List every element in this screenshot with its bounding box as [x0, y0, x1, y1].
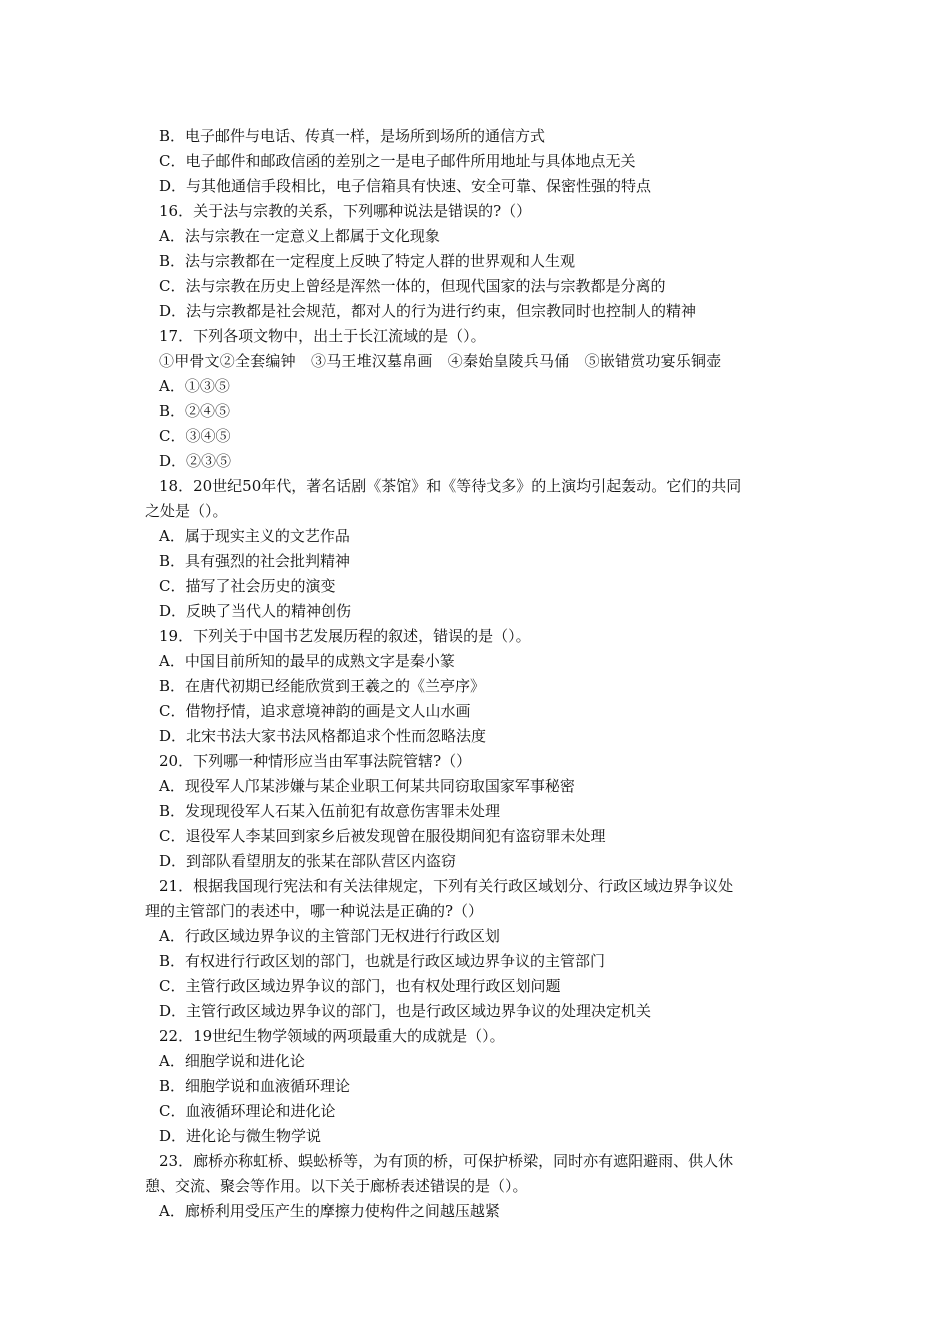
- question-line: 17．下列各项文物中，出土于长江流域的是（）。: [159, 327, 486, 345]
- option-line: B．电子邮件与电话、传真一样，是场所到场所的通信方式: [159, 127, 546, 145]
- option-line: B．有权进行行政区划的部门，也就是行政区域边界争议的主管部门: [159, 952, 606, 970]
- option-line: A．法与宗教在一定意义上都属于文化现象: [159, 227, 440, 245]
- question-line: 19．下列关于中国书艺发展历程的叙述，错误的是（）。: [159, 627, 531, 645]
- option-line: A．行政区域边界争议的主管部门无权进行行政区划: [159, 927, 500, 945]
- option-line: D．到部队看望朋友的张某在部队营区内盗窃: [159, 852, 457, 870]
- option-line: C．电子邮件和邮政信函的差别之一是电子邮件所用地址与具体地点无关: [159, 152, 636, 170]
- question-continuation: 憩、交流、聚会等作用。以下关于廊桥表述错误的是（）。: [145, 1177, 528, 1195]
- option-line: C．退役军人李某回到家乡后被发现曾在服役期间犯有盗窃罪未处理: [159, 827, 606, 845]
- question-line: 18．20世纪50年代，著名话剧《茶馆》和《等待戈多》的上演均引起轰动。它们的共同: [159, 477, 742, 495]
- option-line: C．主管行政区域边界争议的部门，也有权处理行政区划问题: [159, 977, 561, 995]
- option-line: C．血液循环理论和进化论: [159, 1102, 336, 1120]
- question-continuation: 理的主管部门的表述中，哪一种说法是正确的?（）: [145, 902, 484, 920]
- document-page: [145, 124, 810, 1224]
- option-line: B．发现现役军人石某入伍前犯有故意伤害罪未处理: [159, 802, 501, 820]
- option-line: A．属于现实主义的文艺作品: [159, 527, 350, 545]
- option-line: D．②③⑤: [159, 452, 232, 470]
- option-line: D．进化论与微生物学说: [159, 1127, 322, 1145]
- item-list-line: ①甲骨文②全套编钟 ③马王堆汉墓帛画 ④秦始皇陵兵马俑 ⑤嵌错赏功宴乐铜壶: [159, 352, 722, 370]
- option-line: A．廊桥利用受压产生的摩擦力使构件之间越压越紧: [159, 1202, 500, 1220]
- question-line: 23．廊桥亦称虹桥、蜈蚣桥等，为有顶的桥，可保护桥梁，同时亦有遮阳避雨、供人休: [159, 1152, 734, 1170]
- option-line: B．具有强烈的社会批判精神: [159, 552, 351, 570]
- option-line: D．北宋书法大家书法风格都追求个性而忽略法度: [159, 727, 487, 745]
- question-line: 21．根据我国现行宪法和有关法律规定，下列有关行政区域划分、行政区域边界争议处: [159, 877, 734, 895]
- option-line: D．法与宗教都是社会规范，都对人的行为进行约束，但宗教同时也控制人的精神: [159, 302, 697, 320]
- option-line: B．法与宗教都在一定程度上反映了特定人群的世界观和人生观: [159, 252, 576, 270]
- option-line: C．法与宗教在历史上曾经是浑然一体的，但现代国家的法与宗教都是分离的: [159, 277, 666, 295]
- option-line: D．与其他通信手段相比，电子信箱具有快速、安全可靠、保密性强的特点: [159, 177, 652, 195]
- option-line: B．在唐代初期已经能欣赏到王羲之的《兰亭序》: [159, 677, 486, 695]
- option-line: A．中国目前所知的最早的成熟文字是秦小篆: [159, 652, 455, 670]
- option-line: B．细胞学说和血液循环理论: [159, 1077, 351, 1095]
- option-line: C．借物抒情，追求意境神韵的画是文人山水画: [159, 702, 471, 720]
- question-continuation: 之处是（）。: [145, 502, 228, 520]
- option-line: C．③④⑤: [159, 427, 231, 445]
- question-line: 20．下列哪一种情形应当由军事法院管辖?（）: [159, 752, 472, 770]
- option-line: A．现役军人邝某涉嫌与某企业职工何某共同窃取国家军事秘密: [159, 777, 575, 795]
- question-line: 16．关于法与宗教的关系，下列哪种说法是错误的?（）: [159, 202, 532, 220]
- option-line: D．反映了当代人的精神创伤: [159, 602, 352, 620]
- option-line: B．②④⑤: [159, 402, 231, 420]
- option-line: D．主管行政区域边界争议的部门，也是行政区域边界争议的处理决定机关: [159, 1002, 652, 1020]
- option-line: C．描写了社会历史的演变: [159, 577, 336, 595]
- question-line: 22．19世纪生物学领域的两项最重大的成就是（）。: [159, 1027, 505, 1045]
- option-line: A．细胞学说和进化论: [159, 1052, 305, 1070]
- option-line: A．①③⑤: [159, 377, 230, 395]
